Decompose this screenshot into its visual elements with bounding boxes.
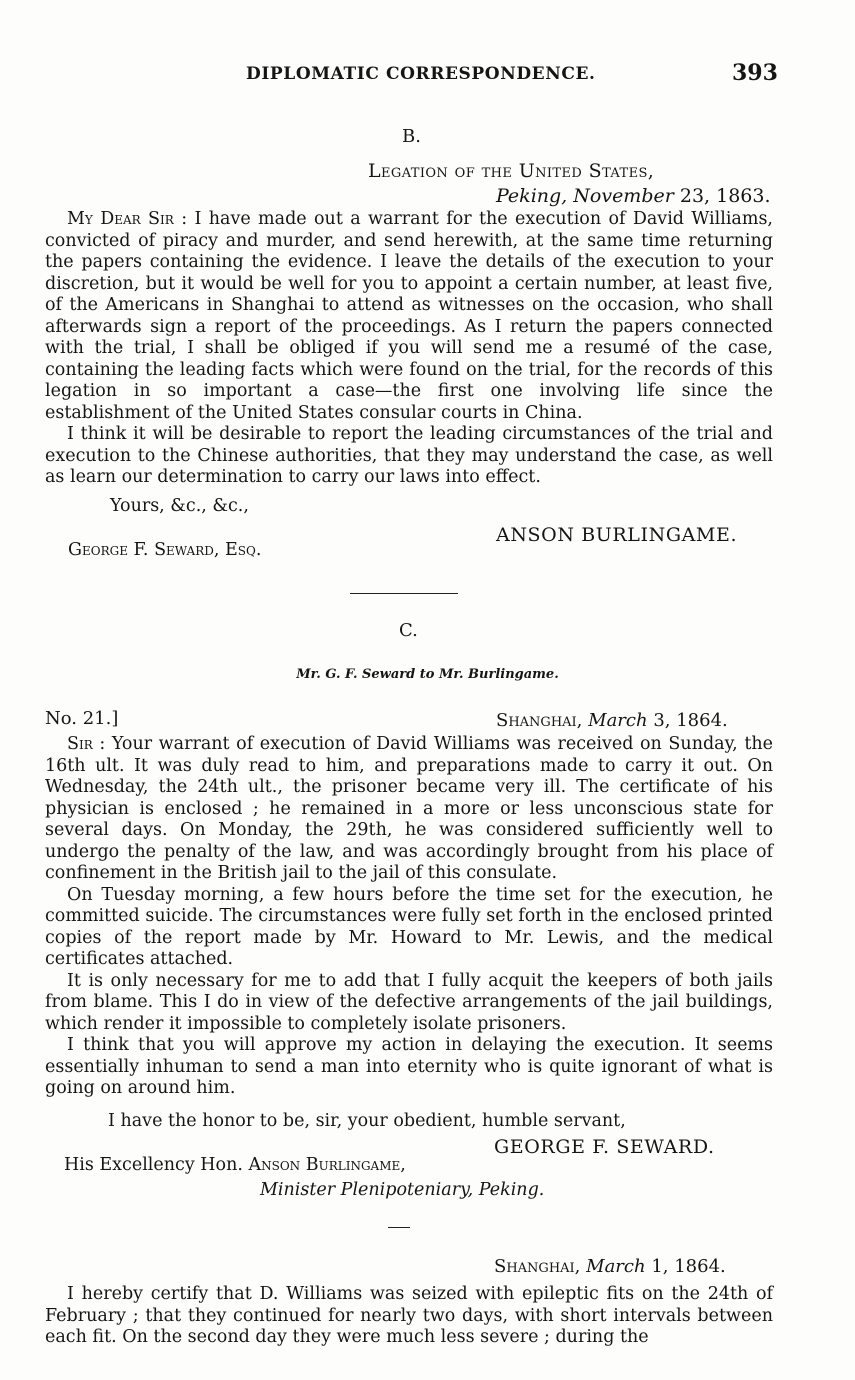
addressee-prefix: His Excellency Hon.	[64, 1155, 243, 1175]
salutation: My Dear Sir :	[67, 209, 188, 229]
short-divider	[388, 1227, 410, 1228]
page-number: 393	[732, 60, 778, 86]
dateline-day-year: 1, 1864.	[651, 1256, 726, 1277]
dispatch-number: No. 21.]	[45, 708, 119, 729]
dateline-place: Shanghai,	[496, 710, 583, 731]
dateline-day-year: 3, 1864.	[653, 710, 728, 731]
letter-c-paragraph: I think that you will approve my action in delaying the execution. It seems essentially inhuman to send a man into eternity who is quite ignorant of what is going on around him.	[45, 1035, 773, 1098]
addressee-title: Minister Plenipoteniary, Peking.	[260, 1180, 545, 1200]
dateline-month: March	[586, 1256, 646, 1277]
divider-rule	[350, 593, 458, 594]
dateline-b	[496, 185, 771, 207]
closing-c: I have the honor to be, sir, your obedient, humble servant,	[108, 1111, 626, 1131]
salutation: Sir :	[67, 734, 106, 754]
letter-b-paragraph	[45, 209, 773, 424]
letter-b-paragraph: I think it will be desirable to report the leading circumstances of the trial and execution to the Chinese authorities, that they may understand the case, as well as learn our determination to carry our laws into effect.	[45, 424, 773, 487]
page-header	[0, 60, 855, 90]
letter-c-paragraph: On Tuesday morning, a few hours before the time set for the execution, he committed suicide. The circumstances were fully set forth in the enclosed printed copies of the report made by Mr. Howard to Mr. Lewis, and the medical certificates attached.	[45, 884, 773, 969]
letter-c-paragraph	[45, 734, 773, 885]
letter-c-paragraph: It is only necessary for me to add that I fully acquit the keepers of both jails from blame. This I do in view of the defective arrangements of the jail buildings, which render it impossible to completely isolate prisoners.	[45, 970, 773, 1034]
signature-burlingame: ANSON BURLINGAME.	[496, 524, 738, 546]
letter-b-body	[45, 209, 773, 489]
dateline-month: November	[573, 185, 674, 207]
dateline-month: March	[588, 710, 648, 731]
paragraph-text: Your warrant of execution of David Williams was received on Sunday, the 16th ult. It was duly read to him, and preparations made to carry it out. On Wednesday, the 24th ult., the prisoner became very ill. The certificate of his physician is enclosed ; he remained in a more or less unconscious state for several days. On Monday, the 29th, he was considered sufficiently well to undergo the penalty of the law, and was accordingly brought from his place of confinement in the British jail to the jail of this consulate.	[45, 734, 773, 883]
paragraph-text: I have made out a warrant for the execution of David Williams, convicted of piracy and murder, and send herewith, at the same time returning the papers containing the evidence. I leave the details of the execution to your discretion, but it would be well for you to appoint a certain number, at least five, of the Americans in Shanghai to attend as witnesses on the occasion, who shall afterwards sign a report of the proceedings. As I return the papers connected with the trial, I shall be obliged if you will send me a resumé of the case, containing the leading facts which were found on the trial, for the records of this legation in so important a case—the first one involving life since the establishment of the United States consular courts in China.	[45, 209, 773, 423]
dateline-day-year: 23, 1863.	[679, 185, 771, 207]
closing-b: Yours, &c., &c.,	[110, 496, 249, 516]
certificate-paragraph: I hereby certify that D. Williams was seized with epileptic fits on the 24th of February ; that they continued for nearly two days, with short intervals between each fit. On the second day they were much less severe ; during the	[45, 1284, 773, 1347]
signature-seward: GEORGE F. SEWARD.	[494, 1136, 715, 1158]
certificate-body	[45, 1284, 773, 1349]
dateline-certificate	[494, 1256, 726, 1277]
dateline-place: Peking,	[496, 185, 568, 207]
dateline-c	[496, 710, 728, 731]
addressee-b: George F. Seward, Esq.	[68, 540, 262, 560]
letter-c-heading: Mr. G. F. Seward to Mr. Burlingame.	[296, 667, 559, 682]
section-letter-c: C.	[399, 620, 418, 641]
addressee-name: Anson Burlingame,	[248, 1155, 406, 1175]
running-title: DIPLOMATIC CORRESPONDENCE.	[246, 64, 596, 84]
letter-c-body	[45, 734, 773, 1100]
addressee-c	[64, 1155, 406, 1175]
dateline-place: Shanghai,	[494, 1256, 581, 1277]
section-letter-b: B.	[402, 126, 421, 147]
dateline-org: Legation of the United States,	[368, 160, 655, 182]
